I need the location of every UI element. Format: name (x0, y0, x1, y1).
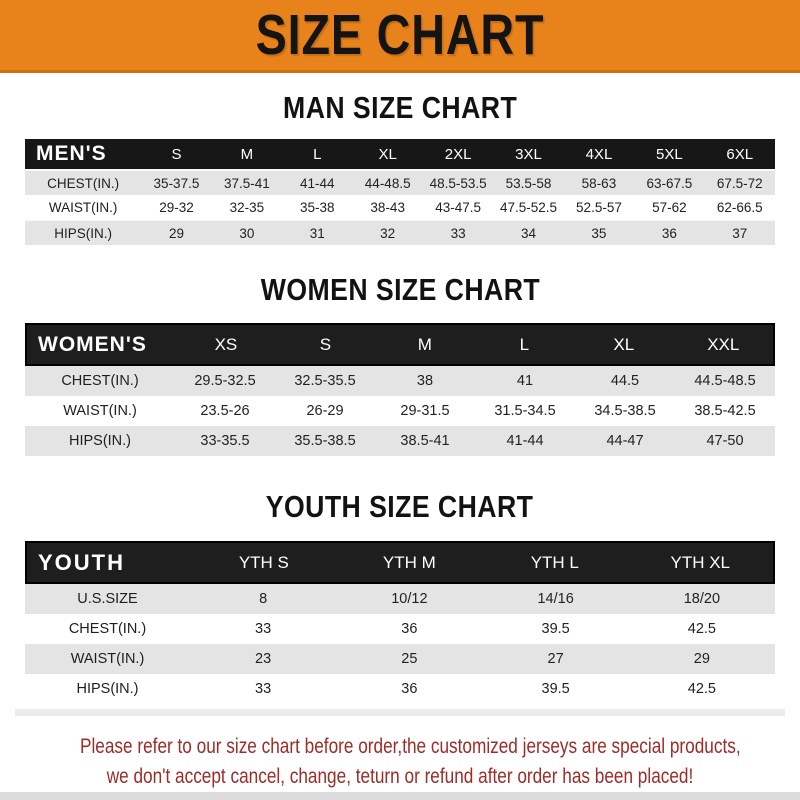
size-cell: 47-50 (706, 433, 744, 449)
men-waist-row (25, 195, 775, 219)
youth-section-title-wrap (0, 456, 800, 541)
women-waist-row (25, 396, 775, 426)
size-cell: 37.5-41 (223, 175, 270, 191)
row-label: HIPS(IN.) (54, 225, 112, 241)
women-corner-label: WOMEN'S (38, 332, 147, 356)
disclaimer-line-2: we don't accept cancel, change, teturn or refund after order has been placed! (106, 764, 694, 788)
women-col-header: S (319, 334, 332, 354)
size-cell: 33 (255, 621, 272, 637)
women-hips-row (25, 426, 775, 456)
women-col-header: XL (613, 334, 635, 354)
size-cell: 26-29 (306, 403, 344, 419)
size-cell: 42.5 (687, 681, 716, 697)
size-cell: 35-38 (300, 199, 335, 215)
size-cell: 67.5-72 (716, 175, 763, 191)
youth-ussize-row (25, 584, 775, 614)
size-cell: 62-66.5 (716, 199, 763, 215)
size-cell: 44.5-48.5 (694, 373, 756, 389)
size-cell: 57-62 (652, 199, 687, 215)
women-col-header: XS (214, 334, 238, 354)
men-col-header: 2XL (444, 145, 472, 163)
size-cell: 31 (309, 225, 325, 241)
size-cell: 42.5 (687, 621, 716, 637)
size-cell: 36 (401, 621, 418, 637)
size-cell: 38-43 (370, 199, 405, 215)
youth-hips-row (25, 674, 775, 704)
women-section-title-wrap (0, 245, 800, 323)
men-col-header: M (240, 145, 254, 163)
women-section-title: WOMEN SIZE CHART (260, 272, 540, 307)
size-cell: 35 (591, 225, 607, 241)
size-cell: 18/20 (683, 591, 721, 607)
youth-section-title: YOUTH SIZE CHART (266, 489, 534, 524)
row-label: HIPS(IN.) (76, 681, 139, 697)
row-label: HIPS(IN.) (68, 433, 132, 449)
size-cell: 53.5-58 (505, 175, 552, 191)
men-col-header: S (171, 145, 182, 163)
size-cell: 14/16 (537, 591, 574, 607)
size-cell: 29 (168, 225, 184, 241)
size-cell: 36 (401, 681, 418, 697)
size-cell: 33 (450, 225, 466, 241)
youth-col-header: YTH M (382, 552, 436, 572)
row-label: CHEST(IN.) (47, 175, 120, 191)
size-cell: 47.5-52.5 (500, 199, 558, 215)
youth-col-header: YTH XL (670, 552, 731, 572)
size-cell: 63-67.5 (646, 175, 693, 191)
size-cell: 35-37.5 (153, 175, 200, 191)
row-label: CHEST(IN.) (61, 373, 139, 389)
men-chest-row (25, 169, 775, 195)
size-cell: 27 (547, 651, 564, 667)
women-table-header-row (25, 323, 775, 366)
size-cell: 36 (661, 225, 677, 241)
men-col-header: 3XL (515, 145, 542, 163)
men-hips-row (25, 219, 775, 245)
youth-col-header: YTH S (238, 552, 289, 572)
men-col-header: L (313, 145, 322, 163)
size-cell: 29 (693, 651, 710, 667)
size-cell: 43-47.5 (435, 199, 482, 215)
size-cell: 48.5-53.5 (429, 175, 487, 191)
size-cell: 30 (239, 225, 255, 241)
men-corner-label: MEN'S (36, 142, 107, 165)
size-cell: 38.5-41 (400, 433, 450, 449)
row-label: U.S.SIZE (77, 591, 138, 607)
banner-title: SIZE CHART (255, 3, 545, 67)
youth-corner-label: YOUTH (38, 549, 125, 575)
man-section-title: MAN SIZE CHART (282, 90, 518, 125)
size-cell: 33 (255, 681, 272, 697)
size-cell: 52.5-57 (576, 199, 622, 215)
size-cell: 29-31.5 (400, 403, 450, 419)
women-chest-row (25, 366, 775, 396)
size-cell: 32 (380, 225, 396, 241)
row-label: WAIST(IN.) (48, 199, 118, 215)
size-cell: 23.5-26 (200, 403, 250, 419)
size-cell: 39.5 (541, 621, 570, 637)
size-cell: 41-44 (506, 433, 544, 449)
men-col-header: XL (378, 145, 397, 163)
disclaimer-line-1: Please refer to our size chart before order,the customized jerseys are special products, (80, 734, 741, 758)
size-cell: 39.5 (541, 681, 570, 697)
size-cell: 33-35.5 (200, 433, 250, 449)
size-cell: 44-47 (606, 433, 644, 449)
men-col-header: 4XL (585, 145, 613, 163)
men-size-table (25, 139, 775, 245)
size-cell: 29-32 (159, 199, 194, 215)
size-cell: 23 (255, 651, 272, 667)
women-col-header: M (417, 334, 432, 354)
women-size-table (25, 323, 775, 456)
size-cell: 44.5 (610, 373, 640, 389)
disclaimer (0, 731, 800, 791)
table-bottom-divider (15, 709, 785, 716)
size-cell: 31.5-34.5 (494, 403, 556, 419)
row-label: CHEST(IN.) (68, 621, 147, 637)
size-cell: 32-35 (229, 199, 265, 215)
size-cell: 32.5-35.5 (294, 373, 356, 389)
size-cell: 38 (416, 373, 434, 389)
size-cell: 35.5-38.5 (294, 433, 356, 449)
men-table-header-row (25, 139, 775, 169)
man-section-title-wrap (0, 73, 800, 139)
youth-table-header-row (25, 541, 775, 584)
youth-chest-row (25, 614, 775, 644)
size-cell: 37 (732, 225, 748, 241)
row-label: WAIST(IN.) (63, 403, 137, 419)
size-cell: 58-63 (581, 175, 617, 191)
youth-waist-row (25, 644, 775, 674)
bottom-gray-strip (0, 792, 800, 800)
size-cell: 38.5-42.5 (694, 403, 756, 419)
youth-col-header: YTH L (530, 552, 579, 572)
size-cell: 34.5-38.5 (594, 403, 656, 419)
size-cell: 34 (521, 225, 537, 241)
size-cell: 29.5-32.5 (194, 373, 256, 389)
size-cell: 41-44 (300, 175, 335, 191)
men-col-header: 5XL (656, 145, 683, 163)
women-col-header: XXL (707, 334, 740, 354)
size-cell: 41 (516, 373, 534, 389)
size-cell: 44-48.5 (364, 175, 411, 191)
men-col-header: 6XL (726, 145, 754, 163)
size-cell: 25 (401, 651, 418, 667)
size-cell: 8 (259, 591, 268, 607)
women-col-header: L (519, 334, 530, 354)
size-cell: 10/12 (391, 591, 428, 607)
youth-size-table (25, 541, 775, 704)
size-chart-banner (0, 0, 800, 73)
row-label: WAIST(IN.) (70, 651, 145, 667)
